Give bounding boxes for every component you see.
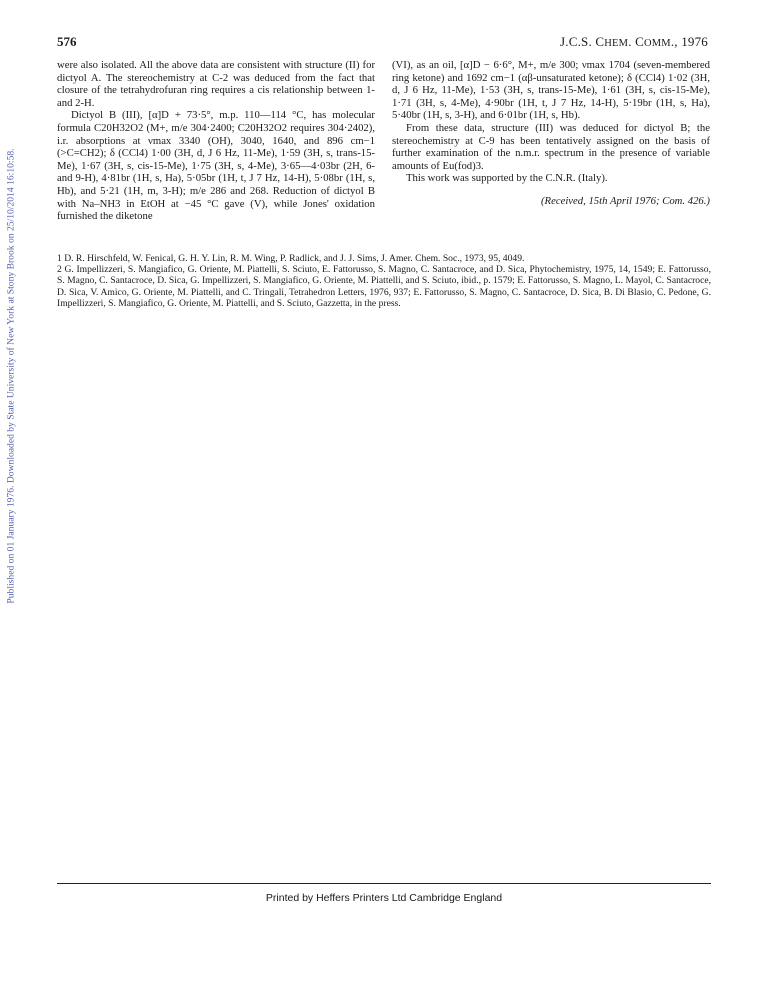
- left-column: [57, 59, 375, 223]
- journal-name-part: J.C.S. C: [560, 34, 605, 49]
- footer-rule: [57, 883, 711, 884]
- journal-name-part: . C: [628, 34, 644, 49]
- download-watermark-text: Published on 01 January 1976. Downloaded by State University of New York at Stony Brook on 25/10/2014 16:10:58.: [5, 148, 17, 604]
- paragraph: Dictyol B (III), [α]D + 73·5°, m.p. 110—114 °C, has molecular formula C20H32O2 (M+, m/e 304·2400; C20H32O2 requires 304·2402), i.r. absorptions at νmax 3340 (OH), 3040, 1640, and 896 cm−1 (>C=CH2); δ (CCl4) 1·00 (3H, d, J 6 Hz, 11-Me), 1·59 (3H, s, trans-15-Me), 1·67 (3H, s, cis-15-Me), 1·75 (3H, s, 4-Me), 3·65—4·03br (2H, 6- and 9-H), 4·81br (1H, s, Ha), 5·05br (1H, t, J 7 Hz, 14-H), 5·08br (1H, s, Hb), and 5·21 (1H, m, 3-H); m/e 286 and 268. Reduction of dictyol B with Na–NH3 in EtOH at −45 °C gave (V), while Jones' oxidation furnished the diketone: [57, 109, 375, 223]
- paragraph: were also isolated. All the above data are consistent with structure (II) for dictyol A. The stereochemistry at C-2 was deduced from the fact that closure of the tetrahydrofuran ring requires a cis relationship between 1- and 2-H.: [57, 59, 375, 109]
- paragraph: From these data, structure (III) was deduced for dictyol B; the stereochemistry at C-9 has been tentatively assigned on the basis of further examination of the n.m.r. spectrum in the presence of variable amounts of Eu(fod)3.: [392, 121, 710, 172]
- download-watermark: [3, 96, 19, 656]
- references: [57, 253, 711, 309]
- paragraph: (VI), as an oil, [α]D − 6·6°, M+, m/e 300; νmax 1704 (seven-membered ring ketone) and 1692 cm−1 (αβ-unsaturated ketone); δ (CCl4) 1·02 (3H, d, J 6 Hz, 11-Me), 1·53 (3H, s, trans-15-Me), 1·61 (3H, s, cis-15-Me), 1·71 (3H, s, 4-Me), 4·90br (1H, t, J 7 Hz, 14-H), 5·19br (1H, s, Ha), 5·40br (1H, s, 3-H), and 6·01br (1H, s, Hb).: [392, 59, 710, 122]
- acknowledgement: This work was supported by the C.N.R. (Italy).: [406, 172, 608, 185]
- reference-2: 2 G. Impellizzeri, S. Mangiafico, G. Oriente, M. Piattelli, S. Sciuto, E. Fattorusso, S. Magno, C. Santacroce, and D. Sica, Phytochemistry, 1975, 14, 1549; E. Fattorusso, S. Magno, C. Santacroce, D. Sica, G. Impellizzeri, S. Mangiafico, G. Oriente, M. Piattelli, and S. Sciuto, ibid., p. 1579; E. Fattorusso, S. Magno, L. Mayol, C. Santacroce, D. Sica, V. Amico, G. Oriente, M. Piattelli, and C. Tringali, Tetrahedron Letters, 1976, 937; E. Fattorusso, S. Magno, C. Santacroce, D. Sica, B. Di Blasio, C. Pedone, G. Impellizzeri, S. Mangiafico, G. Oriente, M. Piattelli, and S. Sciuto, Gazzetta, in the press.: [57, 264, 711, 309]
- journal-year: ., 1976: [670, 34, 708, 49]
- running-head: [560, 34, 708, 50]
- right-column: [392, 59, 710, 208]
- printer-credit: Printed by Heffers Printers Ltd Cambridge England: [265, 892, 503, 904]
- journal-name-part: HEM: [604, 38, 629, 49]
- reference-1: 1 D. R. Hirschfeld, W. Fenical, G. H. Y. Lin, R. M. Wing, P. Radlick, and J. J. Sims, J. Amer. Chem. Soc., 1973, 95, 4049.: [57, 253, 525, 264]
- received-date: (Received, 15th April 1976; Com. 426.): [541, 194, 710, 207]
- journal-name-part: OMM: [643, 38, 671, 49]
- page-number: 576: [57, 34, 77, 49]
